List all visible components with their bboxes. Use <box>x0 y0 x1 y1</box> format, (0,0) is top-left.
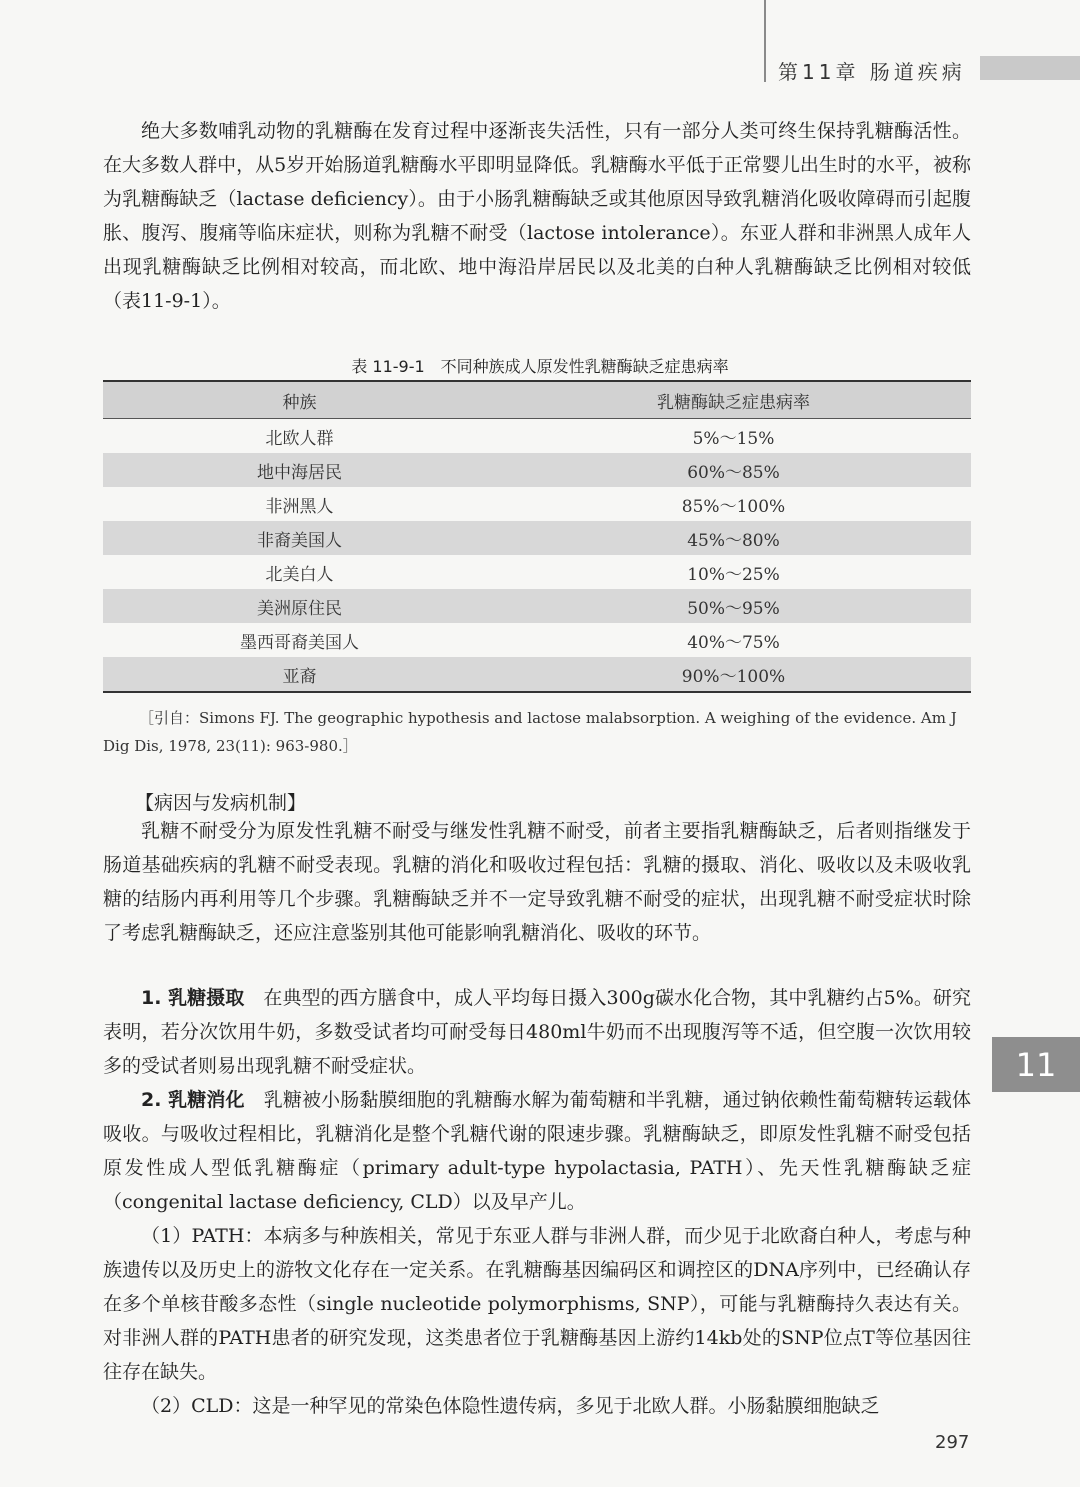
header-rule <box>764 0 766 82</box>
item-lactose-intake-text: 在典型的西方膳食中，成人平均每日摄入300g碳水化合物，其中乳糖约占5%。研究表明，若分次饮用牛奶，多数受试者均可耐受每日480ml牛奶而不出现腹泻等不适，但空腹一次饮用较多的受试者则易出现乳糖不耐受症状。 <box>103 987 971 1077</box>
rate-cell: 90%～100% <box>681 666 786 687</box>
group-cell: 地中海居民 <box>257 462 342 483</box>
column-header-rate: 乳糖酶缺乏症患病率 <box>657 392 810 413</box>
group-cell: 美洲原住民 <box>257 598 342 619</box>
item-lactose-intake <box>103 981 971 1083</box>
table-row <box>103 419 971 453</box>
table-row <box>103 623 971 657</box>
group-cell: 北欧人群 <box>265 428 334 449</box>
rate-cell: 45%～80% <box>687 530 780 551</box>
table-source-citation: ［引自：Simons FJ. The geographic hypothesis and lactose malabsorption. A weighing of the evidence. Am J Dig Dis, 1978, 23(11): 963-980.］ <box>103 709 957 755</box>
group-cell: 非裔美国人 <box>257 530 342 551</box>
table-row <box>103 487 971 521</box>
header-bar-decoration <box>980 56 1080 80</box>
group-cell: 亚裔 <box>282 666 317 687</box>
item-lactose-digestion-title: 2. 乳糖消化 <box>141 1089 245 1111</box>
item-lactose-intake-title: 1. 乳糖摄取 <box>141 987 245 1009</box>
table-caption: 表 11-9-1 不同种族成人原发性乳糖酶缺乏症患病率 <box>351 357 729 376</box>
rate-cell: 5%～15% <box>692 428 775 449</box>
table-row <box>103 453 971 487</box>
group-cell: 墨西哥裔美国人 <box>240 632 359 653</box>
table-row <box>103 555 971 589</box>
rate-cell: 50%～95% <box>687 598 780 619</box>
rate-cell: 85%～100% <box>681 496 786 517</box>
page-number: 297 <box>935 1432 970 1453</box>
item-lactose-digestion-text: 乳糖被小肠黏膜细胞的乳糖酶水解为葡萄糖和半乳糖，通过钠依赖性葡萄糖转运载体吸收。与吸收过程相比，乳糖消化是整个乳糖代谢的限速步骤。乳糖酶缺乏，即原发性乳糖不耐受包括原发性成人型低乳糖酶症（primary adult-type hypolactasia, PATH）、先天性乳糖酶缺乏症（congenital lactase deficiency, CLD）以及早产儿。 <box>103 1089 971 1213</box>
rate-cell: 10%～25% <box>687 564 780 585</box>
sub-item-cld: （2）CLD：这是一种罕见的常染色体隐性遗传病，多见于北欧人群。小肠黏膜细胞缺乏 <box>141 1395 880 1417</box>
table-row <box>103 657 971 691</box>
chapter-tab: 11 <box>992 1037 1080 1092</box>
group-cell: 北美白人 <box>265 564 334 585</box>
item-lactose-digestion <box>103 1083 971 1219</box>
table-row <box>103 589 971 623</box>
group-cell: 非洲黑人 <box>265 496 334 517</box>
sub-item-path: （1）PATH：本病多与种族相关，常见于东亚人群与非洲人群，而少见于北欧裔白种人，考虑与种族遗传以及历史上的游牧文化存在一定关系。在乳糖酶基因编码区和调控区的DNA序列中，已经确认存在多个单核苷酸多态性（single nucleotide polymorphisms, SNP），可能与乳糖酶持久表达有关。对非洲人群的PATH患者的研究发现，这类患者位于乳糖酶基因上游约14kb处的SNP位点T等位基因往往存在缺失。 <box>103 1225 971 1383</box>
rate-cell: 60%～85% <box>687 462 780 483</box>
prevalence-table <box>103 380 971 693</box>
rate-cell: 40%～75% <box>687 632 780 653</box>
etiology-paragraph: 乳糖不耐受分为原发性乳糖不耐受与继发性乳糖不耐受，前者主要指乳糖酶缺乏，后者则指继发于肠道基础疾病的乳糖不耐受表现。乳糖的消化和吸收过程包括：乳糖的摄取、消化、吸收以及未吸收乳糖的结肠内再利用等几个步骤。乳糖酶缺乏并不一定导致乳糖不耐受的症状，出现乳糖不耐受症状时除了考虑乳糖酶缺乏，还应注意鉴别其他可能影响乳糖消化、吸收的环节。 <box>103 820 971 944</box>
column-header-group: 种族 <box>282 392 317 413</box>
section-heading: 【病因与发病机制】 <box>135 792 307 814</box>
table-row <box>103 521 971 555</box>
intro-paragraph: 绝大多数哺乳动物的乳糖酶在发育过程中逐渐丧失活性，只有一部分人类可终生保持乳糖酶活性。在大多数人群中，从5岁开始肠道乳糖酶水平即明显降低。乳糖酶水平低于正常婴儿出生时的水平，被称为乳糖酶缺乏（lactase deficiency）。由于小肠乳糖酶缺乏或其他原因导致乳糖消化吸收障碍而引起腹胀、腹泻、腹痛等临床症状，则称为乳糖不耐受（lactose intolerance）。东亚人群和非洲黑人成年人出现乳糖酶缺乏比例相对较高，而北欧、地中海沿岸居民以及北美的白种人乳糖酶缺乏比例相对较低（表11-9-1）。 <box>103 120 971 312</box>
table-header-row <box>103 382 971 419</box>
running-head: 第11章 肠道疾病 <box>778 60 966 84</box>
